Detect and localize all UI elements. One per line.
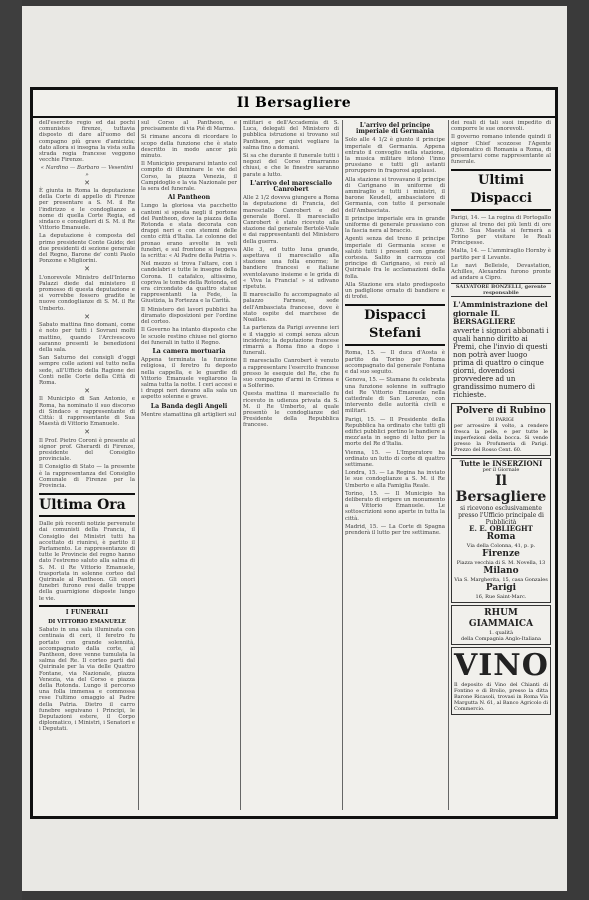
scan-left-edge: [0, 0, 22, 900]
article-paragraph: Il Municipio di San Antonio, e Roma, ha nominato il suo discorso di Sindaco e rappresentante di Città: il rappresentante di Sua Maestà di Vittorio Emanuele.: [39, 396, 135, 428]
section-divider: ✕: [84, 312, 90, 321]
dispatch-item: Roma, 15. — Il duca d'Aosta è partito da Torino per Roma accompagnato dal generale Fontana e dal suo seguito.: [345, 350, 445, 376]
ad-inserzioni-name: Il Bersagliere: [455, 473, 547, 506]
dispatch-item: Vienna, 15. — L'Imperatore ha ordinato un lutto di corte di quattro settimane.: [345, 449, 445, 468]
ad-inserzioni: [451, 458, 551, 603]
section-heading-pantheon: Al Pantheon: [167, 194, 211, 202]
section-heading-principe: L'arrivo del principe imperiale di Germania: [356, 122, 434, 136]
masthead-title: Il Bersagliere: [33, 90, 555, 118]
column-4: [345, 120, 445, 810]
section-divider: ✕: [84, 428, 90, 437]
ad-city-milano: Milano: [483, 566, 519, 577]
section-heading-funerali: I FUNERALI: [39, 605, 135, 616]
article-paragraph: dell'esercito regio ed dai pochi comunistes firenze, tuttavia disposto di dare all'uomo del compagno più grave d'amicizia; dato allora si insegna la vista sulla strada regia francese veggono vecchie Firenze.: [39, 120, 135, 164]
dispatch-item: Le navi Belleisle, Devastation, Achilles, Alexandra furono pronte ad andare a Cipro.: [451, 262, 551, 282]
article-paragraph: sul Corso al Pantheon, e precisamente di via Pié di Marmo.: [141, 120, 237, 133]
article-paragraph: Agenti senza del treno il principe imperiale di Germania scese e salutò tutti i presenti con grande cortesia. Salito in carrozza col principe di Carignano, si recò al Quirinale fra le acclamazioni della folla.: [345, 236, 445, 280]
article-paragraph: Nel mezzo si trova l'altare, con i candelabri e tutte le insegne della Corona. Il catafalco, altissimo, copriva le tombe della Rotonda, ed era circondato da quattro statue rappresentanti la Fede, la Giustizia, la Fortezza e la Carità.: [141, 261, 237, 305]
dispatch-item: Malta, 14. — L'ammiraglio Hornby è partito per il Levante.: [451, 248, 551, 261]
section-heading-camera: La camera mortuaria: [152, 347, 226, 355]
column-rule: [240, 120, 241, 810]
article-verse: « Nardino — Barbaro — Vesentini »: [40, 165, 134, 178]
column-1: [39, 120, 135, 810]
column-rule: [448, 120, 449, 810]
section-heading-ultima-ora: Ultima Ora: [39, 493, 135, 517]
section-heading-banda: La Banda degli Angeli: [150, 402, 228, 410]
ad-rhum-text: della Compagnia Anglo-Italiana: [461, 636, 541, 643]
dispatch-item: Madrid, 15. — La Corte di Spagna prenderà il lutto per tre settimane.: [345, 523, 445, 536]
ad-rhum-sub: 1. qualità: [489, 630, 513, 637]
dispatch-item: Genova, 15. — Stamane fu celebrata una funzione solenne in suffragio del Re Vittorio Emanuele nella cattedrale di San Lorenzo, con intervento delle autorità civili e militari.: [345, 377, 445, 415]
article-paragraph: Alle 3, ed tutto luna grande, aspettava il maresciallo alla stazione una folla enorme; le bandiere francesi e italiane sventolavano insieme e le grida di « Viva la Francia! » si udivano ripetute.: [243, 246, 339, 291]
ad-vino-title: VINO: [454, 648, 549, 684]
ad-amministrazione: [451, 299, 551, 401]
ad-address-milano: Via S. Margherita, 15, casa Gonzales: [454, 577, 548, 584]
section-heading-stefani: Dispacci Stefani: [345, 304, 445, 346]
article-paragraph: Il Governo ha intanto disposto che le scuole restino chiuse nel giorno dei funerali in tutto il Regno.: [141, 327, 237, 346]
ad-amministrazione-text: avverte i signori abbonati i quali hanno diritto ai Premi, che l'invio di questi non potrà aver luogo prima di quattro o cinque giorni, dovendosi provvedere ad un grandissimo numero di richieste.: [453, 326, 549, 399]
ad-rhum: [451, 605, 551, 645]
dispatch-item: Parigi, 14. — La regina di Portogallo giunse al treno dei più lenti di ore 7.50. Sua Maestà si fermerà a Torino per visitare le Reali Principesse.: [451, 215, 551, 247]
column-3: [243, 120, 339, 810]
column-2: [141, 120, 237, 810]
ad-polvere-title: Polvere di Rubino: [456, 405, 546, 416]
column-rule: [138, 120, 139, 810]
article-paragraph: È giunta in Roma la deputazione della Corte di appello di Firenze per presentare a S. M. il Re l'indirizzo e le condoglianze a nome di quella Corte Regia, ed sindaco e consiglieri di S. M. il Re Vittorio Emanuele.: [39, 188, 135, 232]
article-paragraph: Dalle più recenti notizie pervenute dai comunisti della Francia, il Consiglio dei Ministri tutti ha accettato di riunirsi, è partito il Parlamento. Le rappresentanze di tutte le Provincie del regno hanno dato l'estremo saluto alla salma di S. M. il Re Vittorio Emanuele, trasportata in solenne corteo dal Quirinale al Pantheon. Gli onori funebri furono resi dalle truppe della guarnigione disposte lungo le vie.: [39, 521, 135, 602]
article-paragraph: Il maresciallo fu accompagnato al palazzo Farnese, sede dell'Ambasciata francese, dove è stato ospite del marchese de Noailles.: [243, 292, 339, 324]
article-paragraph: Il principe imperiale era in grande uniforme di generale prussiano con la fascia nera al braccio.: [345, 215, 445, 235]
ad-city-parigi: Parigi: [485, 583, 517, 594]
section-divider: ✕: [84, 387, 90, 396]
ad-polvere-text: per arrossire il volto, a rendere fresca la pelle, e per tutte le imperfezioni della bocca. Si vende presso la Profumeria di Parigi. Prezzo del Rosso Cent. 60.: [454, 422, 548, 453]
dispatch-item: Parigi, 15. — Il Presidente della Repubblica ha ordinato che tutti gli edifici pubblici portino le bandiere a mezz'asta in segno di lutto per la morte del Re d'Italia.: [345, 416, 445, 448]
ad-city-firenze: Firenze: [482, 549, 520, 560]
dispatch-item: Londra, 15. — La Regina ha inviato le sue condoglianze a S. M. il Re Umberto e alla Famiglia Reale.: [345, 470, 445, 489]
article-paragraph: militari e dell'Accademia di S. Luca, delegati del Ministero di pubblica istruzione si trovano sul Pantheon, per quivi vegliare la salma fino a domani.: [243, 120, 339, 151]
newspaper-frame: [30, 87, 558, 819]
ad-city-roma: Roma: [486, 532, 516, 543]
article-paragraph: Lungo la gloriosa via pacchetto cantoni si sposta negli il portone del Pantheon, dove la piazza della Rotonda e stata decorata con drappi neri e con stemmi delle cento città d'Italia. Le colonne del pronao erano avvolte in veli funebri, e sul frontone si leggeva la scritta: « Al Padre della Patria ».: [141, 203, 237, 260]
ad-rhum-title: RHUM GIAMMAICA: [468, 608, 534, 630]
ad-amministrazione-title: L'Amministrazione del giornale IL BERSAGLIERE: [453, 300, 548, 327]
article-paragraph: Sabato mattina fino domani, come è noto per tutti i Sovrani molti mattino, quando l'Arcivescovo saranno presenti le benedizioni della sala.: [39, 322, 135, 353]
article-paragraph: Alle 2 1/2 doveva giungere a Roma la deputazione di Francia, del maresciallo Canrobert e del generale Borel. Il maresciallo Canrobert è stato ricevuto alla stazione dal generale Bertolè-Viale e dai rappresentanti del Ministero della guerra.: [243, 195, 339, 245]
article-paragraph: Il Prof. Pietro Coroni è presente al signor prof. Gherardi di Firenze, presidente del Consiglio provinciale.: [39, 437, 135, 463]
section-heading-canrobert: L'arrivo del maresciallo Canrobert: [250, 179, 332, 194]
article-paragraph: La deputazione è composta del primo presidente Conte Guido; dei due presidenti di sezione generale del Regno, Barone de' conti Paolo Ponzone e Migliorini.: [39, 233, 135, 265]
article-paragraph: Il maresciallo Canrobert è venuto a rappresentare l'esercito francese presso le esequie del Re, che fu suo compagno d'armi in Crimea e a Solferino.: [243, 358, 339, 390]
article-paragraph: Si sa che durante il funerale tutti i negozi del Corso rimarranno chiusi, e che le finestre saranno parate a lutto.: [243, 153, 339, 178]
ad-polvere-rubino: [451, 403, 551, 456]
section-subheading: DI VITTORIO EMANUELE: [48, 619, 126, 626]
article-paragraph: L'onorevole Ministro dell'Interno Palazzi diede dal ministero il promosso di questa deputazione e si vorrebbe fossero gradite le nuove condoglianze di S. M. il Re Umberto.: [39, 274, 135, 312]
ad-inserzioni-text: si ricevono esclusivamente presso l'Ufficio principale di Pubblicità: [458, 505, 544, 527]
article-paragraph: Appena terminata la funzione religiosa, il feretro fu deposto nella cappella, e le guardie di Vittorio Emanuele vegliarono la salma tutta la notte. I ceri accesi e i drappi neri davano alla sala un aspetto solenne e grave.: [141, 357, 237, 401]
ad-vino: [451, 647, 551, 715]
article-paragraph: dei reali di tali suoi impedito di comporre le sue onorevoli.: [451, 120, 551, 133]
article-paragraph: Il Ministero dei lavori pubblici ha diramato disposizioni per l'ordine del corteo.: [141, 306, 237, 326]
column-rule: [342, 120, 343, 810]
article-paragraph: Il Municipio prepararsi intanto col compito di illuminare le vie del Corso, la piazza Venezia, il Campidoglio e la via Nazionale per la sera del funerale.: [141, 161, 237, 193]
gerente-line: SALVATORE BONZELLI, gerente responsabile: [451, 283, 551, 297]
article-paragraph: Alla Stazione era stato predisposto un padiglione ornato di bandiere e di trofei.: [345, 281, 445, 301]
article-paragraph: San Saturno dei consigli d'oggi sempre colle azioni sul tutto nella sede, all'Ufficio della Ragione dei Conti nelle Corte della Città di Roma.: [39, 355, 135, 386]
ad-address-roma: Via della Colonna, 41, p. p.: [466, 543, 536, 550]
article-paragraph: Il Consiglio di Stato — la presente è la rappresentanza del Consiglio Comunale di Firenze per la Provincia.: [39, 464, 135, 489]
article-paragraph: Alla stazione si trovavano il principe di Carignano in uniforme di ammiraglio e tutti i ministri, il barone Keudell, ambasciatore di Germania, con tutto il personale dell'Ambasciata.: [345, 176, 445, 214]
article-paragraph: Il governo romano intende quindi il signor Chief scozzese l'Agente diplomatico di Romania a Roma, di presentarsi come rappresentante al funerale.: [451, 134, 551, 166]
ad-inserzioni-title: Tutte le INSERZIONI: [459, 458, 543, 468]
dispatch-item: Torino, 15. — Il Municipio ha deliberato di erigere un monumento a Vittorio Emanuele. Le sottoscrizioni sono aperte in tutta la città.: [345, 490, 445, 522]
ad-inserzioni-per: per il Giornale: [482, 467, 520, 474]
ad-obliegh: E. E. OBLIEGHT: [469, 524, 533, 534]
ad-address-firenze: Piazza vecchia di S. M. Novella, 13: [456, 560, 546, 567]
article-paragraph: Questa mattina il maresciallo fu ricevuto in udienza privata da S. M. il Re Umberto, al quale presentò le condoglianze del Presidente della Repubblica francese.: [243, 391, 339, 429]
column-5: [451, 120, 551, 810]
article-paragraph: La partenza da Parigi avvenne ieri e il viaggio si compì senza alcun incidente; la deputazione francese rimarrà a Roma fino a dopo i funerali.: [243, 325, 339, 357]
article-paragraph: Solo alle 4 1/2 è giunto il principe imperiale di Germania. Appena entrato il convoglio nella stazione, la musica militare intonò l'inno prussiano e tutti gli astanti proruppero in fragorosi applausi.: [345, 137, 445, 175]
article-paragraph: Si rimane ancora di ricordare lo scopo della funzione che è stato descritto in modo ancor più minuto.: [141, 134, 237, 160]
ad-address-parigi: 16, Rue Saint-Marc.: [475, 594, 527, 601]
section-divider: ✕: [84, 265, 90, 274]
section-divider: ✕: [84, 178, 90, 187]
article-paragraph: Sabato in una sala illuminata con centinaia di ceri, il feretro fu portato con grande solennità, accompagnato dalla corte, al Pantheon, dove venne tumulata la salma del Re. Il corteo partì dal Quirinale per la via delle Quattro Fontane, via Nazionale, piazza Venezia, via del Corso e piazza della Rotonda. Lungo il percorso una folla immensa e commossa rese l'ultimo omaggio al Padre della Patria. Dietro il carro funebre seguivano i Principi, le Deputazioni estere, il Corpo diplomatico, i Ministri, i Senatori e i Deputati.: [39, 627, 135, 733]
ad-vino-text: Il deposito di Vino del Chianti di Fontino e di Brolio, presso la ditta Barone Ricasoli, trovasi in Roma Via Margutta N. 61, al Banco Agricolo di Commercio.: [454, 682, 548, 713]
article-paragraph: Mentre stamattina gli artiglieri sul: [141, 411, 237, 418]
ad-polvere-sub: DI PARIGI: [488, 416, 514, 423]
section-heading-ultimi-dispacci: Ultimi Dispacci: [451, 169, 551, 211]
